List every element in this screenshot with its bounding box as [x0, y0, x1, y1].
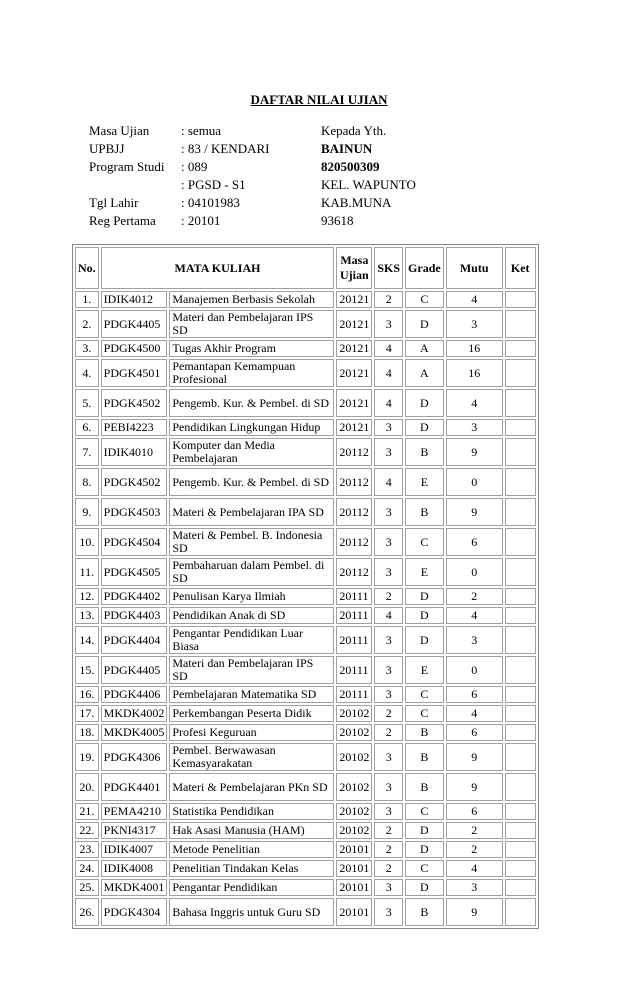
cell-grade: E: [405, 558, 444, 586]
cell-ket: [505, 822, 536, 839]
cell-masa: 20111: [336, 607, 372, 624]
cell-nama: Komputer dan Media Pembelajaran: [169, 438, 334, 466]
cell-grade: B: [405, 438, 444, 466]
cell-grade: D: [405, 310, 444, 338]
cell-nama: Pembelajaran Matematika SD: [169, 686, 334, 703]
table-row: [75, 558, 536, 586]
cell-kode: PKNI4317: [101, 822, 168, 839]
cell-masa: 20121: [336, 340, 372, 357]
cell-kode: PDGK4402: [101, 588, 168, 605]
cell-grade: E: [405, 656, 444, 684]
cell-no: 14.: [75, 626, 99, 654]
cell-sks: 3: [374, 656, 403, 684]
cell-grade: B: [405, 773, 444, 801]
cell-mutu: 6: [446, 686, 503, 703]
cell-grade: B: [405, 743, 444, 771]
col-header-sks: SKS: [374, 247, 403, 289]
cell-nama: Materi & Pembel. B. Indonesia SD: [169, 528, 334, 556]
cell-ket: [505, 419, 536, 436]
cell-grade: A: [405, 359, 444, 387]
cell-kode: MKDK4002: [101, 705, 168, 722]
cell-ket: [505, 879, 536, 896]
cell-masa: 20111: [336, 588, 372, 605]
cell-grade: D: [405, 389, 444, 417]
table-row: [75, 860, 536, 877]
recipient-line: 820500309: [321, 159, 380, 174]
info-value: : 089: [181, 159, 208, 174]
cell-kode: PDGK4405: [101, 656, 168, 684]
cell-ket: [505, 498, 536, 526]
cell-nama: Tugas Akhir Program: [169, 340, 334, 357]
cell-mutu: 2: [446, 588, 503, 605]
cell-no: 4.: [75, 359, 99, 387]
cell-ket: [505, 528, 536, 556]
cell-grade: D: [405, 626, 444, 654]
cell-kode: PDGK4505: [101, 558, 168, 586]
cell-sks: 3: [374, 626, 403, 654]
cell-no: 11.: [75, 558, 99, 586]
cell-nama: Materi & Pembelajaran IPA SD: [169, 498, 334, 526]
cell-masa: 20102: [336, 822, 372, 839]
cell-ket: [505, 724, 536, 741]
cell-grade: C: [405, 803, 444, 820]
table-row: [75, 528, 536, 556]
cell-masa: 20112: [336, 438, 372, 466]
col-header-no: No.: [75, 247, 99, 289]
page-title: DAFTAR NILAI UJIAN: [250, 92, 388, 107]
cell-nama: Statistika Pendidikan: [169, 803, 334, 820]
cell-nama: Pengemb. Kur. & Pembel. di SD: [169, 389, 334, 417]
cell-masa: 20121: [336, 291, 372, 308]
cell-sks: 3: [374, 898, 403, 926]
cell-kode: PDGK4406: [101, 686, 168, 703]
cell-no: 3.: [75, 340, 99, 357]
table-row: [75, 588, 536, 605]
cell-ket: [505, 626, 536, 654]
cell-grade: C: [405, 291, 444, 308]
table-row: [75, 686, 536, 703]
info-row: [89, 122, 461, 140]
cell-kode: IDIK4010: [101, 438, 168, 466]
cell-mutu: 2: [446, 841, 503, 858]
cell-masa: 20121: [336, 419, 372, 436]
cell-masa: 20102: [336, 803, 372, 820]
info-value: : 20101: [181, 213, 221, 228]
info-row: [89, 140, 461, 158]
cell-no: 19.: [75, 743, 99, 771]
cell-ket: [505, 686, 536, 703]
cell-no: 9.: [75, 498, 99, 526]
cell-mutu: 6: [446, 724, 503, 741]
table-row: [75, 803, 536, 820]
cell-no: 5.: [75, 389, 99, 417]
cell-ket: [505, 607, 536, 624]
cell-masa: 20121: [336, 389, 372, 417]
cell-no: 20.: [75, 773, 99, 801]
grades-table: [72, 244, 539, 929]
table-row: [75, 743, 536, 771]
table-row: [75, 291, 536, 308]
table-row: [75, 705, 536, 722]
cell-nama: Manajemen Berbasis Sekolah: [169, 291, 334, 308]
table-row: [75, 340, 536, 357]
cell-kode: PDGK4503: [101, 498, 168, 526]
cell-kode: MKDK4001: [101, 879, 168, 896]
cell-ket: [505, 743, 536, 771]
cell-nama: Materi dan Pembelajaran IPS SD: [169, 310, 334, 338]
cell-mutu: 9: [446, 743, 503, 771]
cell-nama: Pengantar Pendidikan: [169, 879, 334, 896]
cell-nama: Pendidikan Anak di SD: [169, 607, 334, 624]
cell-kode: PDGK4502: [101, 389, 168, 417]
student-info: [89, 122, 461, 230]
cell-kode: IDIK4007: [101, 841, 168, 858]
cell-nama: Pengemb. Kur. & Pembel. di SD: [169, 468, 334, 496]
col-header-grade: Grade: [405, 247, 444, 289]
cell-masa: 20112: [336, 558, 372, 586]
cell-sks: 3: [374, 558, 403, 586]
col-header-mutu: Mutu: [446, 247, 503, 289]
cell-no: 7.: [75, 438, 99, 466]
cell-sks: 2: [374, 588, 403, 605]
cell-mutu: 4: [446, 389, 503, 417]
cell-no: 22.: [75, 822, 99, 839]
cell-masa: 20101: [336, 898, 372, 926]
table-row: [75, 389, 536, 417]
info-value: : semua: [181, 123, 222, 138]
cell-nama: Pembel. Berwawasan Kemasyarakatan: [169, 743, 334, 771]
cell-sks: 3: [374, 773, 403, 801]
cell-masa: 20111: [336, 656, 372, 684]
cell-no: 13.: [75, 607, 99, 624]
cell-grade: D: [405, 841, 444, 858]
info-row: [89, 176, 461, 194]
cell-sks: 2: [374, 860, 403, 877]
table-row: [75, 438, 536, 466]
info-value: : 04101983: [181, 195, 240, 210]
cell-ket: [505, 359, 536, 387]
cell-masa: 20101: [336, 841, 372, 858]
cell-ket: [505, 803, 536, 820]
cell-grade: D: [405, 822, 444, 839]
cell-ket: [505, 898, 536, 926]
cell-sks: 3: [374, 528, 403, 556]
info-row: [89, 194, 461, 212]
cell-masa: 20121: [336, 359, 372, 387]
cell-sks: 3: [374, 438, 403, 466]
cell-sks: 3: [374, 686, 403, 703]
table-row: [75, 498, 536, 526]
cell-kode: PDGK4403: [101, 607, 168, 624]
cell-no: 26.: [75, 898, 99, 926]
cell-mutu: 6: [446, 528, 503, 556]
cell-masa: 20102: [336, 705, 372, 722]
table-row: [75, 879, 536, 896]
cell-kode: PDGK4405: [101, 310, 168, 338]
cell-ket: [505, 773, 536, 801]
cell-nama: Bahasa Inggris untuk Guru SD: [169, 898, 334, 926]
cell-no: 2.: [75, 310, 99, 338]
cell-ket: [505, 438, 536, 466]
table-row: [75, 310, 536, 338]
cell-masa: 20101: [336, 860, 372, 877]
cell-grade: C: [405, 705, 444, 722]
recipient-line: Kepada Yth.: [321, 123, 387, 138]
table-row: [75, 626, 536, 654]
cell-kode: IDIK4008: [101, 860, 168, 877]
cell-kode: IDIK4012: [101, 291, 168, 308]
cell-grade: E: [405, 468, 444, 496]
cell-kode: PEMA4210: [101, 803, 168, 820]
cell-no: 10.: [75, 528, 99, 556]
cell-nama: Pendidikan Lingkungan Hidup: [169, 419, 334, 436]
col-header-ket: Ket: [505, 247, 536, 289]
cell-grade: B: [405, 498, 444, 526]
cell-mutu: 4: [446, 705, 503, 722]
cell-kode: PDGK4501: [101, 359, 168, 387]
cell-sks: 3: [374, 879, 403, 896]
cell-grade: C: [405, 860, 444, 877]
cell-ket: [505, 468, 536, 496]
cell-ket: [505, 705, 536, 722]
cell-masa: 20111: [336, 626, 372, 654]
cell-sks: 3: [374, 419, 403, 436]
info-value: : 83 / KENDARI: [181, 141, 270, 156]
cell-no: 23.: [75, 841, 99, 858]
cell-mutu: 4: [446, 607, 503, 624]
cell-sks: 2: [374, 291, 403, 308]
cell-ket: [505, 588, 536, 605]
cell-mutu: 4: [446, 860, 503, 877]
cell-grade: B: [405, 898, 444, 926]
cell-mutu: 0: [446, 656, 503, 684]
cell-mutu: 9: [446, 898, 503, 926]
cell-ket: [505, 860, 536, 877]
cell-kode: PDGK4504: [101, 528, 168, 556]
cell-no: 21.: [75, 803, 99, 820]
table-header-row: [75, 247, 536, 289]
table-row: [75, 841, 536, 858]
cell-grade: D: [405, 879, 444, 896]
info-label: Reg Pertama: [89, 213, 156, 228]
cell-kode: PDGK4502: [101, 468, 168, 496]
cell-mutu: 16: [446, 359, 503, 387]
cell-nama: Penelitian Tindakan Kelas: [169, 860, 334, 877]
cell-kode: MKDK4005: [101, 724, 168, 741]
cell-nama: Materi & Pembelajaran PKn SD: [169, 773, 334, 801]
cell-nama: Profesi Keguruan: [169, 724, 334, 741]
cell-mutu: 4: [446, 291, 503, 308]
recipient-line: KAB.MUNA: [321, 195, 392, 210]
cell-kode: PDGK4304: [101, 898, 168, 926]
table-row: [75, 607, 536, 624]
cell-mutu: 3: [446, 310, 503, 338]
cell-nama: Pemantapan Kemampuan Profesional: [169, 359, 334, 387]
cell-mutu: 9: [446, 498, 503, 526]
cell-kode: PDGK4404: [101, 626, 168, 654]
cell-ket: [505, 340, 536, 357]
cell-sks: 2: [374, 705, 403, 722]
cell-grade: C: [405, 528, 444, 556]
cell-mutu: 6: [446, 803, 503, 820]
info-label: Masa Ujian: [89, 123, 150, 138]
cell-kode: PEBI4223: [101, 419, 168, 436]
cell-sks: 4: [374, 607, 403, 624]
cell-nama: Penulisan Karya Ilmiah: [169, 588, 334, 605]
table-row: [75, 822, 536, 839]
cell-masa: 20102: [336, 773, 372, 801]
cell-ket: [505, 656, 536, 684]
cell-sks: 3: [374, 743, 403, 771]
cell-sks: 4: [374, 468, 403, 496]
cell-sks: 4: [374, 359, 403, 387]
cell-masa: 20121: [336, 310, 372, 338]
table-row: [75, 724, 536, 741]
info-row: [89, 158, 461, 176]
info-value: : PGSD - S1: [181, 177, 246, 192]
cell-no: 18.: [75, 724, 99, 741]
table-row: [75, 419, 536, 436]
cell-no: 1.: [75, 291, 99, 308]
cell-no: 24.: [75, 860, 99, 877]
cell-masa: 20112: [336, 498, 372, 526]
cell-sks: 2: [374, 841, 403, 858]
cell-grade: A: [405, 340, 444, 357]
cell-mutu: 9: [446, 438, 503, 466]
cell-no: 12.: [75, 588, 99, 605]
info-row: [89, 212, 461, 230]
info-label: UPBJJ: [89, 141, 125, 156]
table-row: [75, 359, 536, 387]
cell-masa: 20112: [336, 468, 372, 496]
cell-grade: D: [405, 588, 444, 605]
cell-mutu: 16: [446, 340, 503, 357]
cell-no: 6.: [75, 419, 99, 436]
cell-sks: 3: [374, 310, 403, 338]
cell-masa: 20112: [336, 528, 372, 556]
cell-kode: PDGK4401: [101, 773, 168, 801]
cell-mutu: 3: [446, 419, 503, 436]
recipient-line: KEL. WAPUNTO: [321, 177, 416, 192]
table-row: [75, 898, 536, 926]
cell-mutu: 2: [446, 822, 503, 839]
cell-nama: Metode Penelitian: [169, 841, 334, 858]
cell-mutu: 0: [446, 468, 503, 496]
cell-grade: C: [405, 686, 444, 703]
cell-mutu: 3: [446, 626, 503, 654]
cell-grade: D: [405, 419, 444, 436]
cell-nama: Materi dan Pembelajaran IPS SD: [169, 656, 334, 684]
cell-mutu: 9: [446, 773, 503, 801]
cell-mutu: 0: [446, 558, 503, 586]
cell-nama: Perkembangan Peserta Didik: [169, 705, 334, 722]
cell-nama: Pengantar Pendidikan Luar Biasa: [169, 626, 334, 654]
cell-ket: [505, 558, 536, 586]
cell-ket: [505, 841, 536, 858]
recipient-line: 93618: [321, 213, 354, 228]
cell-sks: 3: [374, 803, 403, 820]
cell-kode: PDGK4500: [101, 340, 168, 357]
cell-nama: Hak Asasi Manusia (HAM): [169, 822, 334, 839]
cell-grade: D: [405, 607, 444, 624]
cell-sks: 2: [374, 724, 403, 741]
cell-sks: 3: [374, 498, 403, 526]
recipient-line: BAINUN: [321, 141, 373, 156]
cell-nama: Pembaharuan dalam Pembel. di SD: [169, 558, 334, 586]
cell-sks: 4: [374, 340, 403, 357]
cell-masa: 20101: [336, 879, 372, 896]
cell-sks: 2: [374, 822, 403, 839]
cell-ket: [505, 291, 536, 308]
info-label: [89, 176, 181, 194]
col-header-masa-ujian: Masa Ujian: [336, 247, 372, 289]
cell-mutu: 3: [446, 879, 503, 896]
cell-ket: [505, 310, 536, 338]
col-header-mata-kuliah: MATA KULIAH: [101, 247, 335, 289]
cell-ket: [505, 389, 536, 417]
cell-grade: B: [405, 724, 444, 741]
table-row: [75, 656, 536, 684]
cell-sks: 4: [374, 389, 403, 417]
cell-no: 25.: [75, 879, 99, 896]
cell-masa: 20111: [336, 686, 372, 703]
info-label: Tgl Lahir: [89, 195, 139, 210]
cell-masa: 20102: [336, 743, 372, 771]
cell-no: 8.: [75, 468, 99, 496]
cell-no: 17.: [75, 705, 99, 722]
cell-no: 16.: [75, 686, 99, 703]
cell-no: 15.: [75, 656, 99, 684]
cell-kode: PDGK4306: [101, 743, 168, 771]
table-row: [75, 773, 536, 801]
info-label: Program Studi: [89, 159, 165, 174]
cell-masa: 20102: [336, 724, 372, 741]
table-row: [75, 468, 536, 496]
